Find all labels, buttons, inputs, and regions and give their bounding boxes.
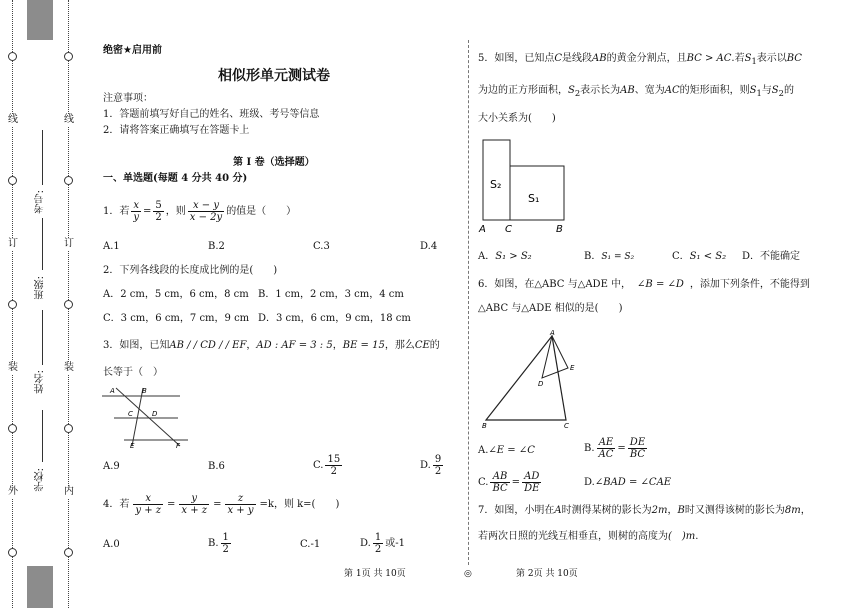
label-c: C	[564, 422, 569, 430]
notes-heading: 注意事项：	[103, 93, 153, 104]
page-number-left: 第 1页 共 10页	[344, 569, 406, 579]
gutter-gray-top	[27, 0, 53, 40]
name-label: 姓名:	[35, 370, 46, 394]
label-e: E	[570, 364, 575, 372]
q3-figure	[100, 382, 200, 450]
label-a: A	[550, 330, 555, 337]
q1-option-c[interactable]: C.3	[313, 241, 330, 252]
question-3-stem-line2: 长等于（ ）	[103, 367, 163, 378]
q3-option-c[interactable]: C. $\frac{15}{2}$	[313, 454, 341, 477]
class-blank[interactable]	[42, 218, 43, 270]
q2-option-c[interactable]: C．3 cm，6 cm，7 cm，9 cm	[103, 313, 250, 324]
q1-option-a[interactable]: A.1	[103, 241, 120, 252]
q6-figure	[478, 330, 588, 430]
label-a: A	[110, 387, 115, 395]
q6-option-d[interactable]: D.∠BAD = ∠CAE	[584, 477, 672, 488]
q2-option-b[interactable]: B．1 cm，2 cm，3 cm，4 cm	[258, 289, 404, 300]
q5-option-c[interactable]: C．S₁ < S₂	[672, 251, 727, 262]
notes-item: 1．答题前填写好自己的姓名、班级、考号等信息	[103, 109, 320, 120]
label-d: D	[538, 380, 544, 388]
label-s2: S₂	[490, 178, 502, 191]
q2-option-a[interactable]: A．2 cm，5 cm，6 cm，8 cm	[103, 289, 249, 300]
page-number-right: 第 2页 共 10页	[516, 569, 578, 579]
q4-option-c[interactable]: C.-1	[300, 539, 321, 550]
q3-option-d[interactable]: D. $\frac{9}{2}$	[420, 454, 442, 477]
label-f: F	[176, 442, 181, 450]
label-s1: S₁	[528, 192, 540, 205]
examno-label: 考号:	[35, 190, 46, 214]
secret-mark: 绝密★启用前	[103, 45, 162, 56]
inner-mark-staple: 装	[64, 362, 74, 373]
outer-mark-line: 线	[8, 114, 18, 125]
seal-circle	[8, 300, 17, 309]
seal-circle	[64, 300, 73, 309]
label-b: B	[482, 422, 487, 430]
label-b: B	[142, 387, 147, 395]
question-1-stem: 1．若 $\frac{x}{y}$ = $\frac{5}{2}$ ，则 $\frac{x - y}{x - 2y}$ 的值是（ ）	[103, 200, 297, 223]
question-7-stem: 7．如图，小明在A时测得某树的影长为2m，B时又测得该树的影长为8m，	[478, 505, 811, 516]
seal-circle	[8, 52, 17, 61]
q4-option-a[interactable]: A.0	[103, 539, 120, 550]
q1-option-b[interactable]: B.2	[208, 241, 225, 252]
q5-option-b[interactable]: B．S₁ = S₂	[584, 251, 635, 262]
question-3-stem: 3．如图，已知AB / / CD / / EF，AD : AF = 3 : 5，BE = 15，那么CE的	[103, 340, 440, 351]
inner-mark-line: 线	[64, 114, 74, 125]
seal-circle	[64, 548, 73, 557]
transversal-bce	[132, 388, 143, 446]
label-b: B	[556, 224, 563, 235]
label-c: C	[505, 224, 512, 235]
q1-option-d[interactable]: D.4	[420, 241, 438, 252]
inner-mark-inside: 内	[64, 486, 74, 497]
section-heading: 一、单选题(每题 4 分共 40 分)	[103, 173, 248, 184]
seal-circle	[8, 548, 17, 557]
question-4-stem: 4．若 $\frac{x}{y + z}$ = $\frac{y}{x + z}$ = $\frac{z}{x + y}$ =k，则 k=( )	[103, 493, 340, 516]
question-5-stem: 5．如图，已知点C是线段AB的黄金分割点，且BC > AC.若$S_1$表示以BC	[478, 53, 802, 66]
label-c: C	[128, 410, 133, 418]
question-6-stem: 6．如图，在△ABC 与△ADE 中， ∠B = ∠D ，添加下列条件，不能得到	[478, 279, 810, 290]
q4-option-b[interactable]: B. $\frac{1}{2}$	[208, 532, 229, 555]
seal-circle	[64, 176, 73, 185]
outer-mark-outside: 外	[8, 486, 18, 497]
question-2-stem: 2．下列各线段的长度成比例的是( )	[103, 265, 278, 276]
q3-option-a[interactable]: A.9	[103, 461, 120, 472]
label-d: D	[152, 410, 158, 418]
seal-circle	[64, 52, 73, 61]
page-divider	[468, 40, 469, 565]
q6-option-a[interactable]: A.∠E = ∠C	[478, 445, 535, 456]
outer-mark-bind: 订	[8, 238, 18, 249]
q6-option-b[interactable]: B. $\frac{AE}{AC}$ = $\frac{DE}{BC}$	[584, 437, 646, 460]
question-6-stem-line2: △ABC 与△ADE 相似的是( )	[478, 303, 623, 314]
q3-option-b[interactable]: B.6	[208, 461, 225, 472]
question-7-stem-line2: 若两次日照的光线互相垂直，则树的高度为( )m.	[478, 531, 699, 542]
binding-gutter	[0, 0, 86, 608]
q6-option-c[interactable]: C. $\frac{AB}{BC}$ = $\frac{AD}{DE}$	[478, 471, 540, 494]
school-label: 学校:	[35, 468, 46, 492]
question-5-stem-line2: 为边的正方形面积，$S_2$表示长为AB、宽为AC的矩形面积，则$S_1$与$S_2$的	[478, 85, 794, 98]
seal-circle	[8, 176, 17, 185]
notes-item: 2．请将答案正确填写在答题卡上	[103, 125, 250, 136]
question-5-stem-line3: 大小关系为( )	[478, 113, 556, 124]
q2-option-d[interactable]: D．3 cm，6 cm，9 cm，18 cm	[258, 313, 411, 324]
outer-mark-staple: 装	[8, 362, 18, 373]
label-e: E	[130, 442, 135, 450]
seal-circle	[64, 424, 73, 433]
name-blank[interactable]	[42, 310, 43, 365]
q5-figure	[474, 134, 574, 238]
inner-mark-bind: 订	[64, 238, 74, 249]
gutter-gray-bottom	[27, 566, 53, 608]
class-label: 班级:	[35, 276, 46, 300]
seal-circle	[8, 424, 17, 433]
page-title: 相似形单元测试卷	[218, 68, 330, 84]
school-blank[interactable]	[42, 410, 43, 462]
triangle-abc	[486, 336, 566, 420]
footer-separator: ◎	[464, 569, 472, 579]
part-heading: 第 I 卷（选择题）	[233, 157, 315, 168]
q4-option-d[interactable]: D. $\frac{1}{2}$ 或-1	[360, 532, 405, 555]
examno-blank[interactable]	[42, 130, 43, 185]
label-a: A	[479, 224, 486, 235]
q5-option-d[interactable]: D．不能确定	[742, 251, 801, 262]
q5-option-a[interactable]: A．S₁ > S₂	[478, 251, 532, 262]
transversal-adf	[116, 388, 180, 446]
